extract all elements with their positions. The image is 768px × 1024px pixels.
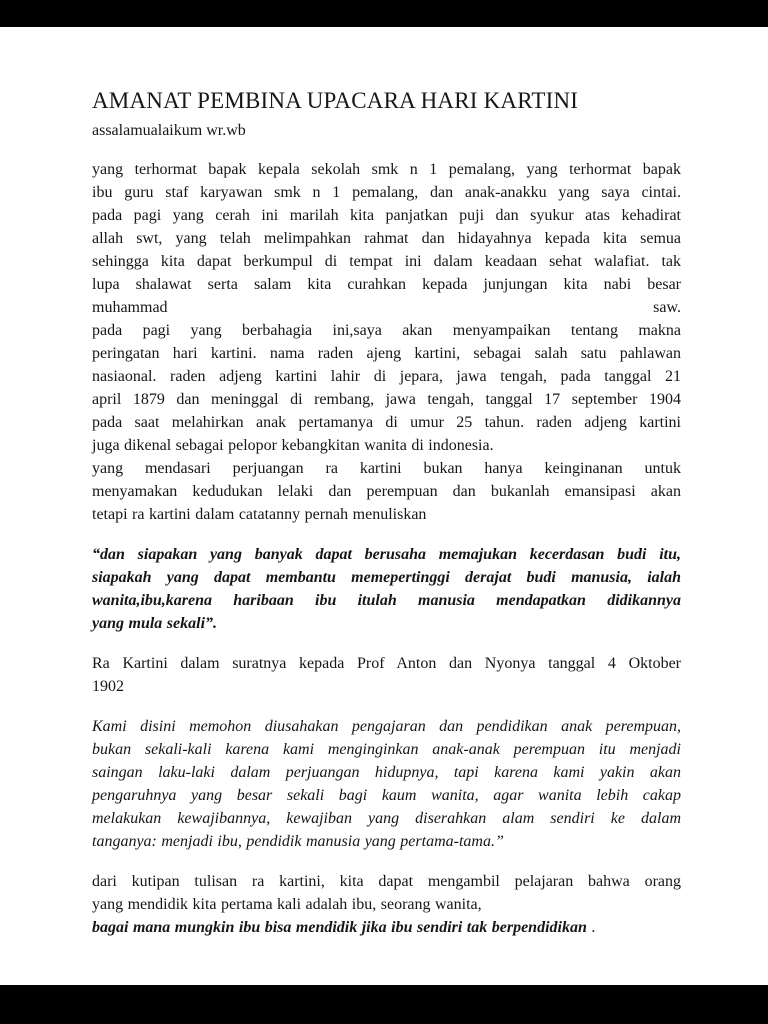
document-paragraph	[92, 543, 681, 635]
document-paragraph	[92, 715, 681, 853]
text-line: nasiaonal. raden adjeng kartini lahir di jepara, jawa tengah, pada tanggal 21	[92, 368, 681, 385]
text-line: Kami disini memohon diusahakan pengajaran dan pendidikan anak perempuan,	[92, 718, 681, 735]
text-line: muhammad saw.	[92, 299, 681, 316]
text-line: pengaruhnya yang besar sekali bagi kaum wanita, agar wanita lebih cakap	[92, 787, 681, 804]
text-line: Ra Kartini dalam suratnya kepada Prof Anton dan Nyonya tanggal 4 Oktober	[92, 655, 681, 672]
document-paragraph	[92, 652, 681, 698]
text-line: siapakah yang dapat membantu memepertinggi derajat budi manusia, ialah	[92, 569, 681, 586]
text-line: yang mendidik kita pertama kali adalah ibu, seorang wanita,	[92, 896, 482, 913]
text-line: juga dikenal sebagai pelopor kebangkitan wanita di indonesia.	[92, 437, 494, 454]
text-line-tail: .	[586, 919, 596, 936]
document-page	[0, 27, 768, 985]
text-line: pada pagi yang berbahagia ini,saya akan menyampaikan tentang makna	[92, 322, 681, 339]
greeting-line: assalamualaikum wr.wb	[92, 122, 246, 139]
text-line: peringatan hari kartini. nama raden ajeng kartini, sebagai salah satu pahlawan	[92, 345, 681, 362]
text-line: menyamakan kedudukan lelaki dan perempuan dan bukanlah emansipasi akan	[92, 483, 681, 500]
document-paragraph	[92, 158, 681, 526]
text-line: pada pagi yang cerah ini marilah kita panjatkan puji dan syukur atas kehadirat	[92, 207, 681, 224]
text-line: tanganya: menjadi ibu, pendidik manusia yang pertama-tama.”	[92, 833, 504, 850]
text-line: yang mula sekali”.	[92, 615, 218, 632]
text-line: allah swt, yang telah melimpahkan rahmat dan hidayahnya kepada kita semua	[92, 230, 681, 247]
document-paragraph	[92, 870, 681, 916]
text-line: 1902	[92, 678, 124, 695]
text-line: sehingga kita dapat berkumpul di tempat ini dalam keadaan sehat walafiat. tak	[92, 253, 681, 270]
document-paragraph	[92, 916, 681, 939]
text-line: pada saat melahirkan anak pertamanya di umur 25 tahun. raden adjeng kartini	[92, 414, 681, 431]
text-line: wanita,ibu,karena haribaan ibu itulah manusia mendapatkan didikannya	[92, 592, 681, 609]
text-line: bukan sekali-kali karena kami menginginkan anak-anak perempuan itu menjadi	[92, 741, 681, 758]
document-title: AMANAT PEMBINA UPACARA HARI KARTINI	[92, 88, 579, 113]
text-line: “dan siapakan yang banyak dapat berusaha memajukan kecerdasan budi itu,	[92, 546, 681, 563]
text-line: tetapi ra kartini dalam catatanny pernah menuliskan	[92, 506, 427, 523]
text-line: saingan laku-laki dalam perjuangan hidupnya, tapi karena kami yakin akan	[92, 764, 681, 781]
text-line: ibu guru staf karyawan smk n 1 pemalang, dan anak-anakku yang saya cintai.	[92, 184, 681, 201]
text-line: april 1879 dan meninggal di rembang, jawa tengah, tanggal 17 september 1904	[92, 391, 681, 408]
text-line: yang terhormat bapak kepala sekolah smk n 1 pemalang, yang terhormat bapak	[92, 161, 681, 178]
text-line: lupa shalawat serta salam kita curahkan kepada junjungan kita nabi besar	[92, 276, 681, 293]
text-line: bagai mana mungkin ibu bisa mendidik jika ibu sendiri tak berpendidikan .	[92, 919, 596, 936]
text-line: dari kutipan tulisan ra kartini, kita dapat mengambil pelajaran bahwa orang	[92, 873, 681, 890]
text-line: yang mendasari perjuangan ra kartini bukan hanya keinginanan untuk	[92, 460, 681, 477]
document-body	[92, 158, 681, 939]
text-line: melakukan kewajibannya, kewajiban yang diserahkan alam sendiri ke dalam	[92, 810, 681, 827]
